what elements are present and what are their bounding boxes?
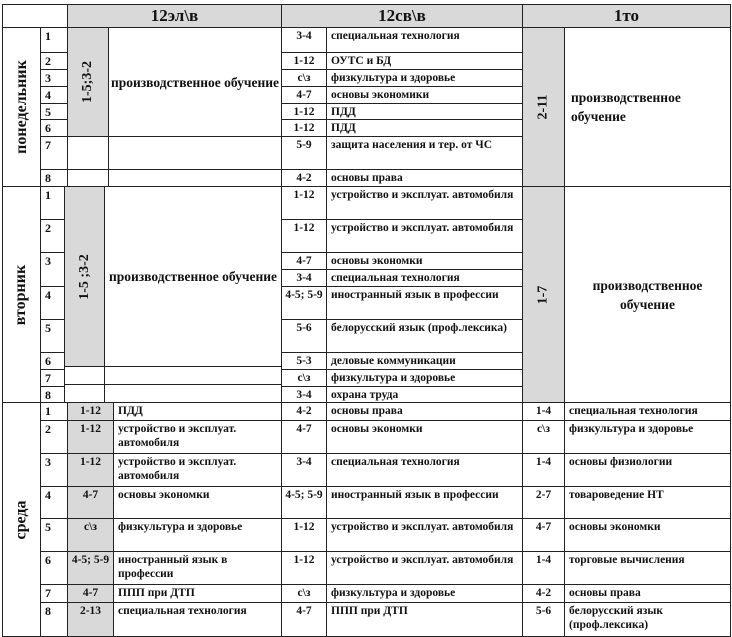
- group1-period: 1-12: [67, 453, 114, 487]
- empty-cell: [67, 136, 109, 170]
- lesson-number: 3: [40, 252, 65, 287]
- lesson-number: 5: [40, 518, 68, 552]
- group2-subject: специальная технология: [326, 27, 523, 53]
- group1-period-block: [67, 27, 109, 137]
- group2-subject: иностранный язык в профессии: [326, 286, 523, 320]
- group1-subject: физкультура и здоровье: [113, 518, 282, 552]
- group3-subject: товароведение НТ: [564, 486, 731, 519]
- group2-subject: устройство и эксплуат. автомобиля: [326, 518, 523, 552]
- group1-period: 4-7: [67, 584, 114, 603]
- group2-subject: защита населения и тер. от ЧС: [326, 136, 523, 170]
- group2-subject: физкультура и здоровье: [326, 69, 523, 87]
- group1-subject: иностранный язык в профессии: [113, 551, 282, 585]
- group3-period: 1-4: [522, 402, 565, 421]
- lesson-number: 2: [40, 420, 68, 454]
- group3-subject: основы экономки: [564, 518, 731, 552]
- group3-period: 1-4: [522, 551, 565, 585]
- lesson-number: 8: [40, 602, 68, 637]
- group2-subject: белорусский язык (проф.лексика): [326, 319, 523, 353]
- group1-period: 2-13: [67, 602, 114, 637]
- empty-cell: [108, 169, 282, 187]
- group1-subject: устройство и эксплуат. автомобиля: [113, 453, 282, 487]
- group2-period: 1-12: [281, 52, 327, 70]
- group1-subject-block: производственное обучение: [108, 27, 282, 137]
- group2-subject: ППП при ДТП: [326, 602, 523, 637]
- empty-cell: [64, 366, 105, 385]
- group2-period: 1-12: [281, 103, 327, 120]
- group3-subject: торговые вычисления: [564, 551, 731, 585]
- group2-period: 4-2: [281, 169, 327, 187]
- group2-period: 1-12: [281, 119, 327, 137]
- lesson-number: 2: [40, 219, 65, 253]
- group2-subject: основы экономики: [326, 86, 523, 104]
- group2-period: 3-4: [281, 269, 327, 287]
- lesson-number: 5: [40, 103, 68, 120]
- group2-subject: основы экономки: [326, 420, 523, 454]
- group3-subject-block: производственное обучение: [564, 186, 731, 403]
- lesson-number: 6: [40, 352, 65, 370]
- group3-period: 4-2: [522, 584, 565, 603]
- group3-period: с\з: [522, 420, 565, 454]
- group1-period-block-text: 1-5;3-2: [80, 61, 95, 103]
- group2-period: 4-5; 5-9: [281, 486, 327, 519]
- group2-period: 5-9: [281, 136, 327, 170]
- group2-period: 3-4: [281, 453, 327, 487]
- header-group-2: 12св\в: [281, 4, 523, 28]
- lesson-number: 4: [40, 86, 68, 104]
- group2-subject: основы права: [326, 169, 523, 187]
- empty-cell: [104, 366, 282, 385]
- empty-cell: [108, 136, 282, 170]
- group2-subject: ПДД: [326, 103, 523, 120]
- group2-period: 1-12: [281, 551, 327, 585]
- group2-period: с\з: [281, 69, 327, 87]
- lesson-number: 3: [40, 69, 68, 87]
- group2-period: 1-12: [281, 186, 327, 220]
- lesson-number: 7: [40, 136, 68, 170]
- lesson-number: 8: [40, 169, 68, 187]
- group1-subject: основы экономки: [113, 486, 282, 519]
- group2-period: с\з: [281, 584, 327, 603]
- group3-period: 5-6: [522, 602, 565, 637]
- group2-period: 1-12: [281, 219, 327, 253]
- day-label-wednesday-text: среда: [12, 500, 30, 539]
- group2-subject: устройство и эксплуат. автомобиля: [326, 186, 523, 220]
- group1-subject-block: производственное обучение: [104, 186, 282, 367]
- group2-subject: основы экономки: [326, 252, 523, 270]
- group1-period: 4-5; 5-9: [67, 551, 114, 585]
- group2-subject: специальная технология: [326, 453, 523, 487]
- group2-period: 4-2: [281, 402, 327, 421]
- group2-subject: основы права: [326, 402, 523, 421]
- group3-subject: основы права: [564, 584, 731, 603]
- lesson-number: 7: [40, 369, 65, 387]
- lesson-number: 3: [40, 453, 68, 487]
- group2-subject: физкультура и здоровье: [326, 584, 523, 603]
- group2-period: 4-7: [281, 252, 327, 270]
- group1-subject: ППП при ДТП: [113, 584, 282, 603]
- lesson-number: 1: [40, 186, 65, 220]
- day-label-monday: [2, 27, 41, 187]
- group2-subject: специальная технология: [326, 269, 523, 287]
- group1-period: 4-7: [67, 486, 114, 519]
- lesson-number: 8: [40, 386, 65, 403]
- group2-period: 4-7: [281, 602, 327, 637]
- group1-period: 1-12: [67, 420, 114, 454]
- lesson-number: 5: [40, 319, 65, 353]
- lesson-number: 2: [40, 52, 68, 70]
- lesson-number: 6: [40, 119, 68, 137]
- group1-period-block: [64, 186, 105, 367]
- group2-subject: деловые коммуникации: [326, 352, 523, 370]
- group2-period: 4-5; 5-9: [281, 286, 327, 320]
- group2-subject: устройство и эксплуат. автомобиля: [326, 551, 523, 585]
- header-group-3: 1то: [522, 4, 731, 28]
- group2-subject: иностранный язык в профессии: [326, 486, 523, 519]
- group3-period-block: [522, 186, 565, 403]
- lesson-number: 7: [40, 584, 68, 603]
- group2-period: 5-3: [281, 352, 327, 370]
- empty-cell: [104, 384, 282, 403]
- group3-period: 2-7: [522, 486, 565, 519]
- group3-period-block-text: 2-11: [535, 94, 551, 120]
- group2-period: 4-7: [281, 420, 327, 454]
- day-label-wednesday: [2, 402, 41, 637]
- group3-subject: белорусский язык (проф.лексика): [564, 602, 731, 637]
- header-group-1: 12эл\в: [67, 4, 282, 28]
- group2-period: с\з: [281, 369, 327, 387]
- day-label-monday-text: понедельник: [12, 60, 30, 154]
- group3-period-block-text: 1-7: [535, 285, 551, 304]
- group2-subject: ПДД: [326, 119, 523, 137]
- group2-period: 5-6: [281, 319, 327, 353]
- group3-subject: специальная технология: [564, 402, 731, 421]
- lesson-number: 6: [40, 551, 68, 585]
- group1-subject: устройство и эксплуат. автомобиля: [113, 420, 282, 454]
- empty-cell: [67, 169, 109, 187]
- lesson-number: 1: [40, 402, 68, 421]
- group3-subject-block: производственное обучение: [564, 27, 731, 187]
- day-label-tuesday: [2, 186, 41, 403]
- group2-period: 3-4: [281, 27, 327, 53]
- group2-subject: устройство и эксплуат. автомобиля: [326, 219, 523, 253]
- group1-subject: специальная технология: [113, 602, 282, 637]
- empty-cell: [64, 384, 105, 403]
- group3-period: 1-4: [522, 453, 565, 487]
- group2-period: 1-12: [281, 518, 327, 552]
- group1-period: 1-12: [67, 402, 114, 421]
- lesson-number: 4: [40, 286, 65, 320]
- group3-subject: физкультура и здоровье: [564, 420, 731, 454]
- group3-period: 4-7: [522, 518, 565, 552]
- group1-period-block-text: 1-5 ;3-2: [76, 253, 92, 300]
- day-label-tuesday-text: вторник: [12, 264, 30, 325]
- group3-subject: основы физиологии: [564, 453, 731, 487]
- group2-period: 4-7: [281, 86, 327, 104]
- group2-subject: охрана труда: [326, 386, 523, 403]
- group3-period-block: [522, 27, 565, 187]
- group1-subject: ПДД: [113, 402, 282, 421]
- group2-subject: физкультура и здоровье: [326, 369, 523, 387]
- group2-period: 3-4: [281, 386, 327, 403]
- lesson-number: 4: [40, 486, 68, 519]
- group2-subject: ОУТС и БД: [326, 52, 523, 70]
- group1-period: с\з: [67, 518, 114, 552]
- corner-cell: [2, 4, 68, 28]
- lesson-number: 1: [40, 27, 68, 53]
